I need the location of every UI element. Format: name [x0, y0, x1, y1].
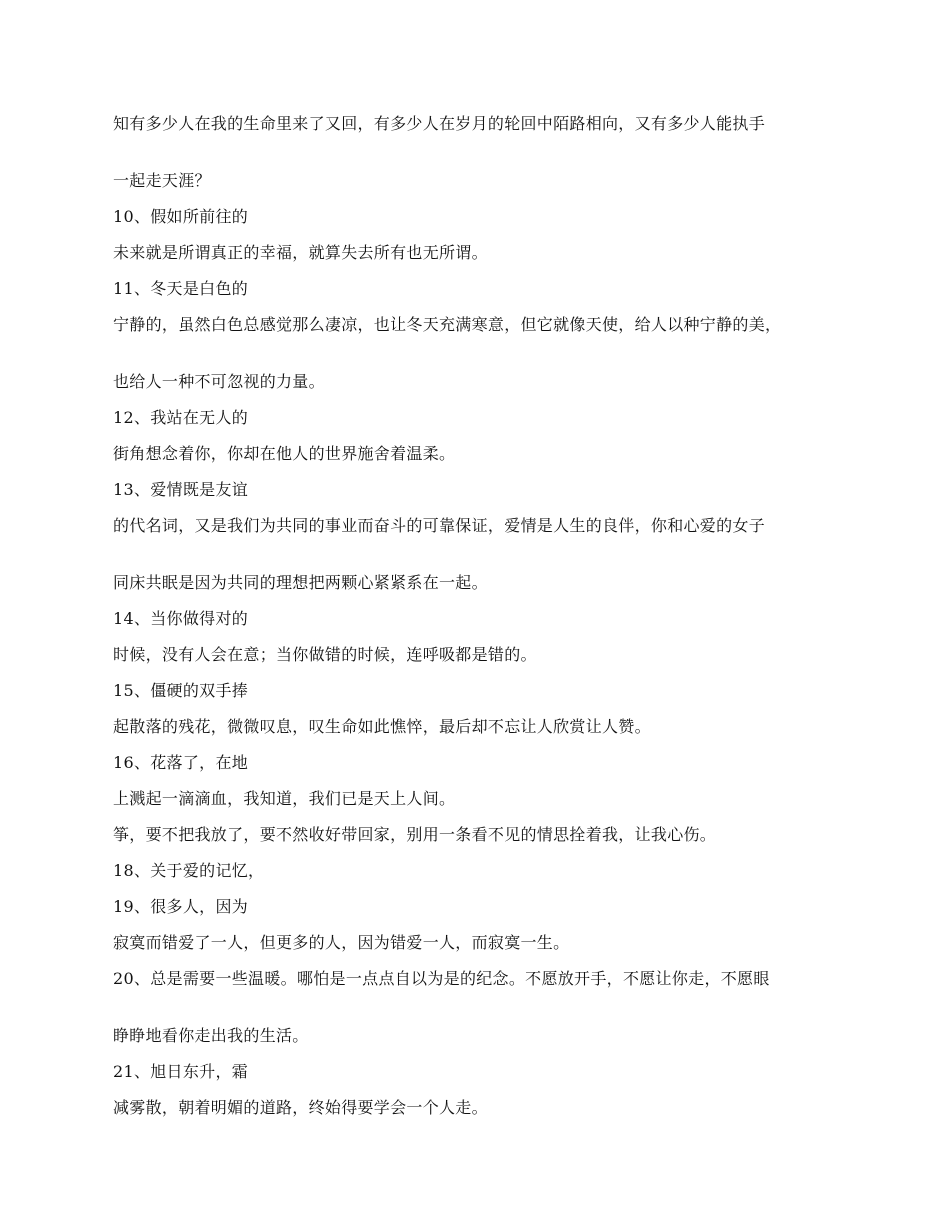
- paragraph: 16、花落了，在地: [113, 753, 249, 772]
- paragraph: 上溅起一滴滴血，我知道，我们已是天上人间。: [113, 789, 456, 808]
- paragraph: 14、当你做得对的: [113, 609, 249, 628]
- paragraph: 寂寞而错爱了一人，但更多的人，因为错爱一人，而寂寞一生。: [113, 933, 570, 952]
- paragraph: 12、我站在无人的: [113, 408, 249, 427]
- paragraph: 15、僵硬的双手捧: [113, 681, 249, 700]
- paragraph: 宁静的，虽然白色总感觉那么凄凉，也让冬天充满寒意，但它就像天使，给人以种宁静的美，: [113, 315, 782, 334]
- paragraph: 21、旭日东升，霜: [113, 1062, 249, 1081]
- paragraph: 18、关于爱的记忆，: [113, 861, 265, 880]
- paragraph: 时候，没有人会在意；当你做错的时候，连呼吸都是错的。: [113, 645, 537, 664]
- paragraph: 20、总是需要一些温暖。哪怕是一点点自以为是的纪念。不愿放开手，不愿让你走，不愿眼: [113, 969, 770, 988]
- paragraph: 11、冬天是白色的: [113, 279, 249, 298]
- paragraph: 知有多少人在我的生命里来了又回，有多少人在岁月的轮回中陌路相向，又有多少人能执手: [113, 114, 766, 133]
- paragraph: 街角想念着你，你却在他人的世界施舍着温柔。: [113, 444, 456, 463]
- paragraph: 起散落的残花，微微叹息，叹生命如此憔悴，最后却不忘让人欣赏让人赞。: [113, 717, 651, 736]
- paragraph: 筝，要不把我放了，要不然收好带回家，别用一条看不见的情思拴着我，让我心伤。: [113, 825, 717, 844]
- paragraph: 减雾散，朝着明媚的道路，终始得要学会一个人走。: [113, 1098, 488, 1117]
- paragraph: 的代名词，又是我们为共同的事业而奋斗的可靠保证，爱情是人生的良伴，你和心爱的女子: [113, 516, 766, 535]
- paragraph: 13、爱情既是友谊: [113, 480, 249, 499]
- paragraph: 同床共眠是因为共同的理想把两颗心紧紧系在一起。: [113, 573, 488, 592]
- paragraph: 未来就是所谓真正的幸福，就算失去所有也无所谓。: [113, 243, 488, 262]
- paragraph: 也给人一种不可忽视的力量。: [113, 372, 325, 391]
- paragraph: 10、假如所前往的: [113, 207, 249, 226]
- paragraph: 睁睁地看你走出我的生活。: [113, 1026, 309, 1045]
- paragraph: 19、很多人，因为: [113, 897, 249, 916]
- paragraph: 一起走天涯？: [113, 171, 211, 190]
